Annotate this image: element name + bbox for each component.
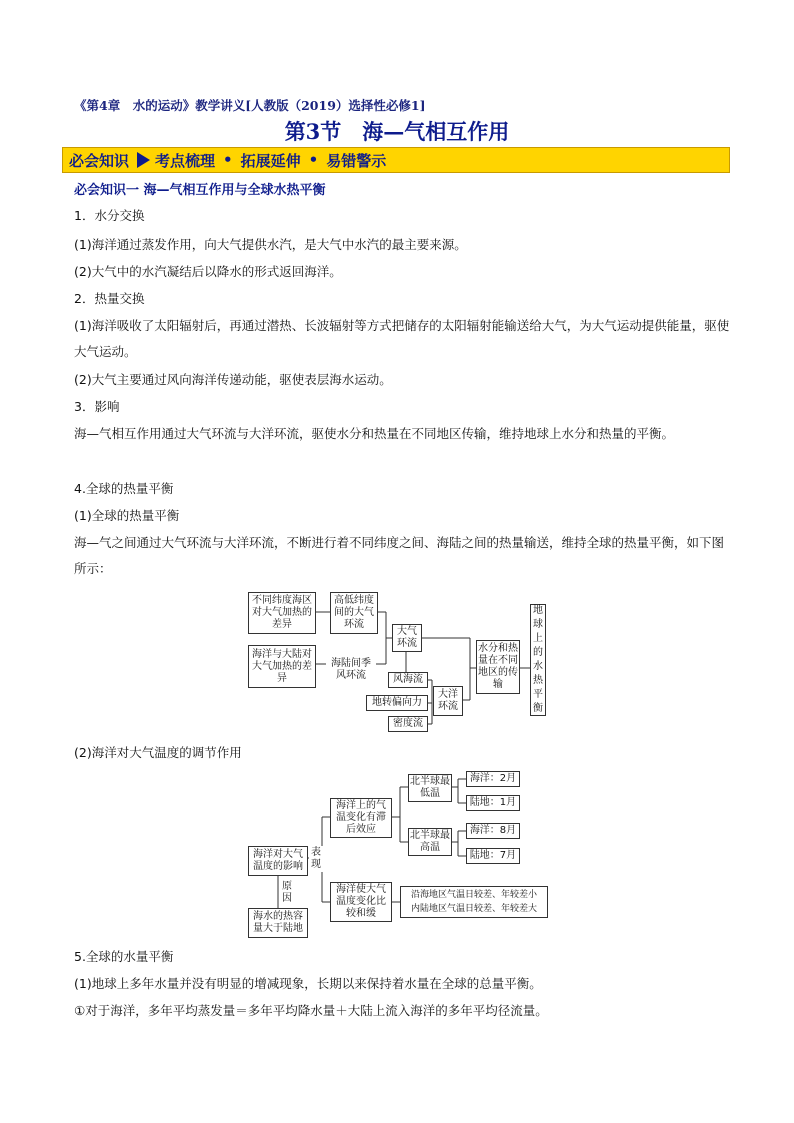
banner-bullet: • bbox=[223, 151, 233, 169]
diagram-box-ocean-aug: 海洋：8月 bbox=[466, 823, 520, 839]
diagram-label-manifestation: 表现 bbox=[311, 847, 321, 870]
section-title: 必会知识一 海—气相互作用与全球水热平衡 bbox=[74, 183, 326, 198]
paragraph: ①对于海洋，多年平均蒸发量＝多年平均降水量＋大陆上流入海洋的多年平均径流量。 bbox=[74, 1003, 548, 1018]
paragraph: 5.全球的水量平衡 bbox=[74, 949, 174, 964]
diagram-box-coriolis: 地转偏向力 bbox=[366, 695, 428, 711]
paragraph: 海—气之间通过大气环流与大洋环流，不断进行着不同纬度之间、海陆之间的热量输送，维持全球的热量平衡，如下图所示： bbox=[74, 535, 725, 576]
paragraph: (2)大气主要通过风向海洋传递动能，驱使表层海水运动。 bbox=[74, 372, 392, 387]
diagram-box-atmospheric-circulation: 大气环流 bbox=[392, 624, 422, 652]
diagram-box-wind-current: 风海流 bbox=[388, 672, 428, 688]
paragraph: (2)海洋对大气温度的调节作用 bbox=[74, 745, 242, 760]
paragraph: 2．热量交换 bbox=[74, 291, 145, 306]
diagram-box-land-sea-heating: 海洋与大陆对大气加热的差异 bbox=[248, 645, 316, 688]
diagram-box-ranges bbox=[400, 886, 548, 918]
paragraph: (1)地球上多年水量并没有明显的增减现象，长期以来保持着水量在全球的总量平衡。 bbox=[74, 976, 542, 991]
paragraph: (2)大气中的水汽凝结后以降水的形式返回海洋。 bbox=[74, 264, 342, 279]
diagram-box-monsoon: 海陆间季风环流 bbox=[326, 655, 376, 685]
diagram-box-moderation: 海洋使大气温度变化比较和缓 bbox=[330, 882, 392, 922]
diagram-box-ocean-feb: 海洋：2月 bbox=[466, 771, 520, 787]
paragraph: (1)海洋吸收了太阳辐射后，再通过潜热、长波辐射等方式把储存的太阳辐射能输送给大气，为大气运动提供能量，驱使大气运动。 bbox=[74, 318, 730, 359]
banner-label-points: 考点梳理 bbox=[155, 151, 216, 170]
diagram-box-heat-capacity: 海水的热容量大于陆地 bbox=[248, 908, 308, 938]
banner-label-extension: 拓展延伸 bbox=[240, 151, 301, 170]
paragraph: (1)海洋通过蒸发作用，向大气提供水汽，是大气中水汽的最主要来源。 bbox=[74, 237, 467, 252]
diagram-box-latitude-circulation: 高低纬度间的大气环流 bbox=[330, 592, 378, 634]
paragraph: 1．水分交换 bbox=[74, 208, 145, 223]
diagram-box-nh-max: 北半球最高温 bbox=[408, 828, 452, 856]
diagram-box-lag-effect: 海洋上的气温变化有滞后效应 bbox=[330, 798, 392, 838]
paragraph: 海—气相互作用通过大气环流与大洋环流，驱使水分和热量在不同地区传输，维持地球上水分和热量的平衡。 bbox=[74, 426, 675, 441]
diagram-box-heat-balance: 地球上的水热平衡 bbox=[530, 604, 546, 716]
diagram-box-land-jan: 陆地：1月 bbox=[466, 795, 520, 811]
paragraph: (1)全球的热量平衡 bbox=[74, 508, 180, 523]
diagram-box-density-current: 密度流 bbox=[388, 716, 428, 732]
diagram-text-inland: 内陆地区气温日较差、年较差大 bbox=[410, 904, 537, 914]
diagram-box-transport: 水分和热量在不同地区的传输 bbox=[476, 640, 520, 694]
diagram-box-nh-min: 北半球最低温 bbox=[408, 774, 452, 802]
diagram-box-ocean-influence: 海洋对大气温度的影响 bbox=[248, 846, 308, 876]
page-title: 第3节 海—气相互作用 bbox=[284, 119, 510, 144]
banner-label-warnings: 易错警示 bbox=[326, 151, 387, 170]
banner-bullet: • bbox=[308, 151, 319, 169]
paragraph: 4.全球的热量平衡 bbox=[74, 481, 174, 496]
diagram-box-land-jul: 陆地：7月 bbox=[466, 848, 520, 864]
banner-label-knowledge: 必会知识 bbox=[69, 151, 130, 170]
diagram-box-latitude-heating: 不同纬度海区对大气加热的差异 bbox=[248, 592, 316, 634]
document-header: 《第4章 水的运动》教学讲义[人教版（2019）选择性必修1] bbox=[74, 98, 426, 113]
diagram-box-ocean-circulation: 大洋环流 bbox=[433, 686, 463, 716]
diagram-label-reason: 原因 bbox=[282, 881, 292, 904]
paragraph: 3．影响 bbox=[74, 399, 120, 414]
diagram-text-coastal: 沿海地区气温日较差、年较差小 bbox=[410, 890, 537, 900]
